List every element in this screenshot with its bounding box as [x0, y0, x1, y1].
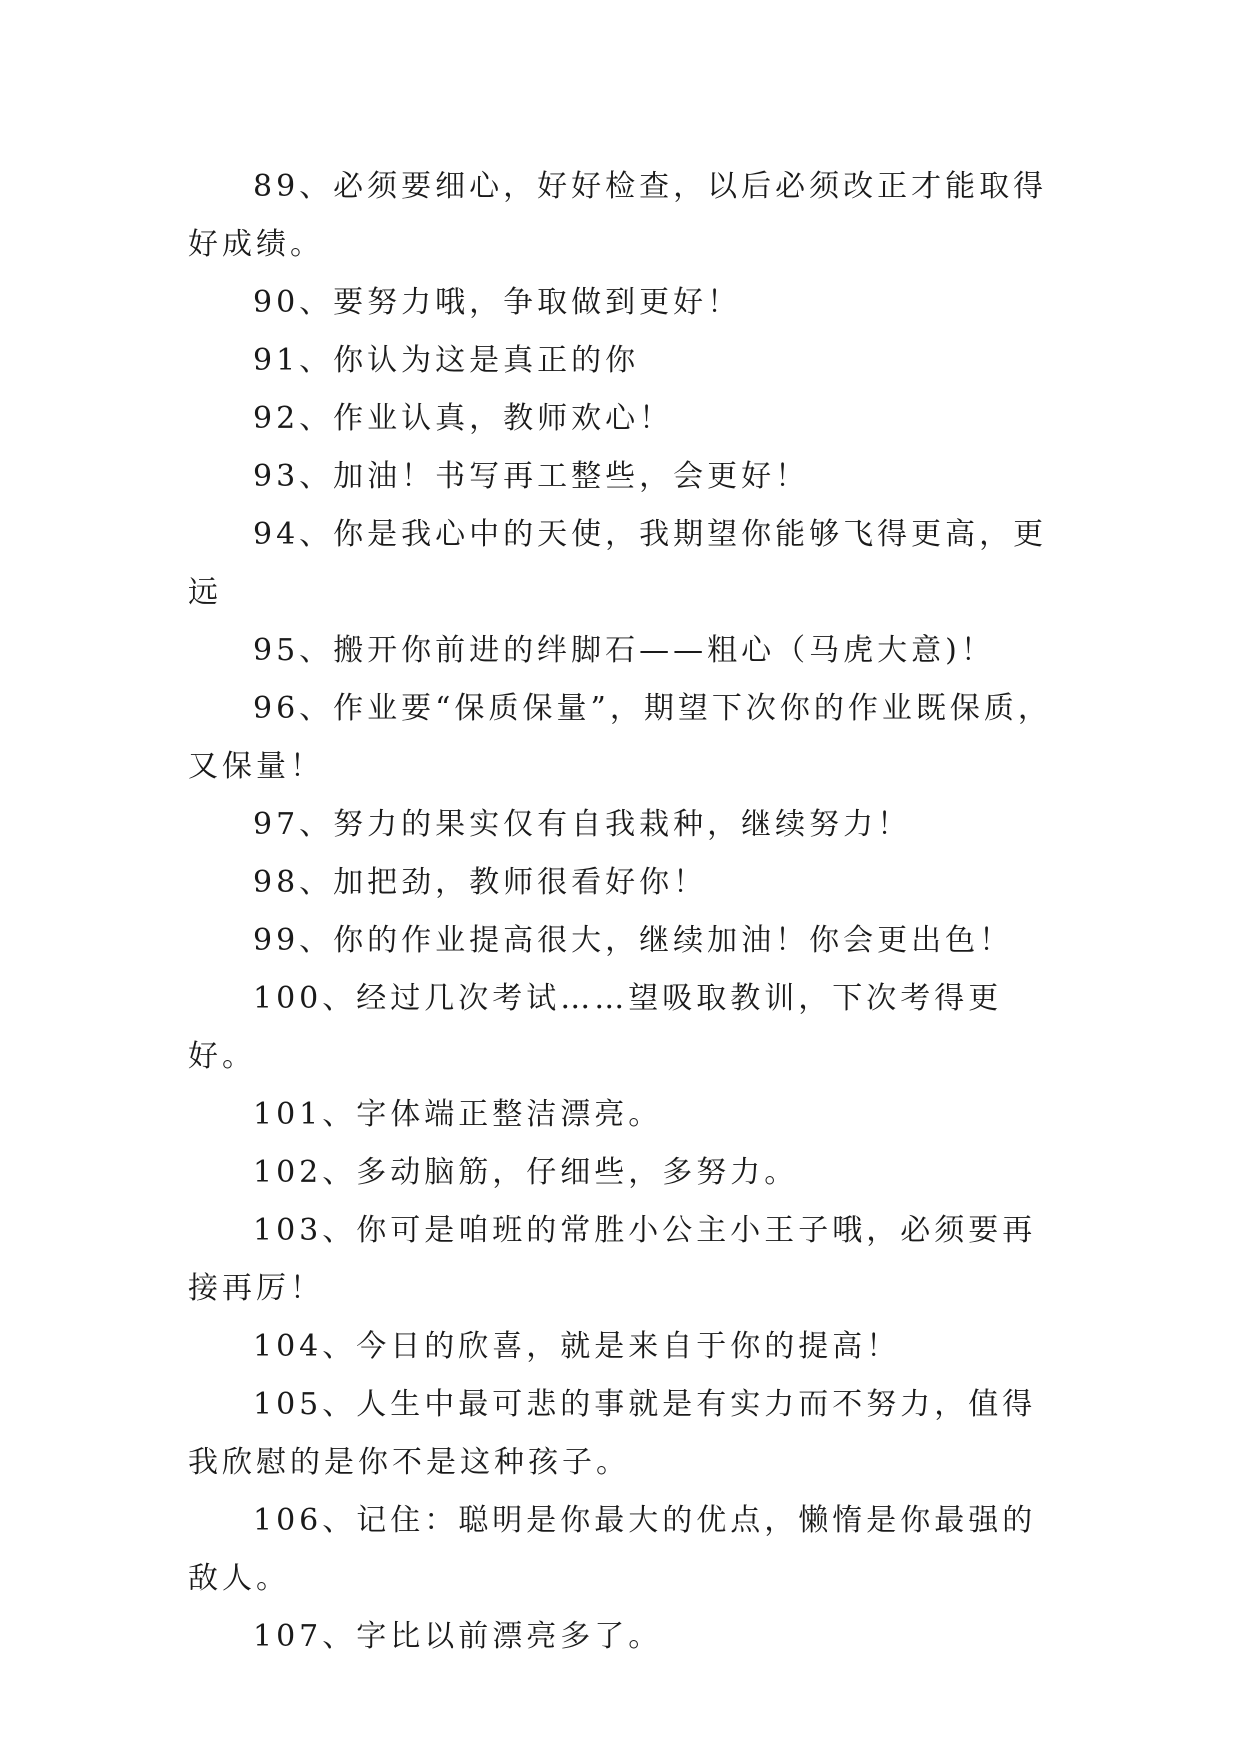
paragraph-106: 106、记住：聪明是你最大的优点，懒惰是你最强的敌人。 — [188, 1503, 1037, 1596]
paragraph-95: 95、搬开你前进的绊脚石——粗心（马虎大意)！ — [253, 633, 995, 668]
paragraph-93: 93、加油！书写再工整些，会更好！ — [253, 459, 810, 494]
paragraph-104: 104、今日的欣喜，就是来自于你的提高！ — [253, 1329, 901, 1364]
paragraph-105: 105、人生中最可悲的事就是有实力而不努力，值得我欣慰的是你不是这种孩子。 — [188, 1387, 1037, 1480]
paragraph-91: 91、你认为这是真正的你 — [253, 343, 640, 378]
paragraph-89: 89、必须要细心，好好检查，以后必须改正才能取得好成绩。 — [188, 169, 1048, 262]
document-body — [188, 158, 1056, 1666]
paragraph-103: 103、你可是咱班的常胜小公主小王子哦，必须要再接再厉！ — [188, 1213, 1037, 1306]
paragraph-94: 94、你是我心中的天使，我期望你能够飞得更高，更远 — [188, 517, 1048, 610]
paragraph-100: 100、经过几次考试……望吸取教训，下次考得更好。 — [188, 981, 1003, 1074]
paragraph-92: 92、作业认真，教师欢心！ — [253, 401, 674, 436]
paragraph-99: 99、你的作业提高很大，继续加油！你会更出色！ — [253, 923, 1014, 958]
paragraph-96: 96、作业要“保质保量”，期望下次你的作业既保质，又保量！ — [188, 691, 1052, 784]
paragraph-98: 98、加把劲，教师很看好你！ — [253, 865, 708, 900]
paragraph-101: 101、字体端正整洁漂亮。 — [253, 1097, 663, 1132]
paragraph-97: 97、努力的果实仅有自我栽种，继续努力！ — [253, 807, 912, 842]
paragraph-90: 90、要努力哦，争取做到更好！ — [253, 285, 742, 320]
paragraph-107: 107、字比以前漂亮多了。 — [253, 1619, 663, 1654]
paragraph-102: 102、多动脑筋，仔细些，多努力。 — [253, 1155, 799, 1190]
